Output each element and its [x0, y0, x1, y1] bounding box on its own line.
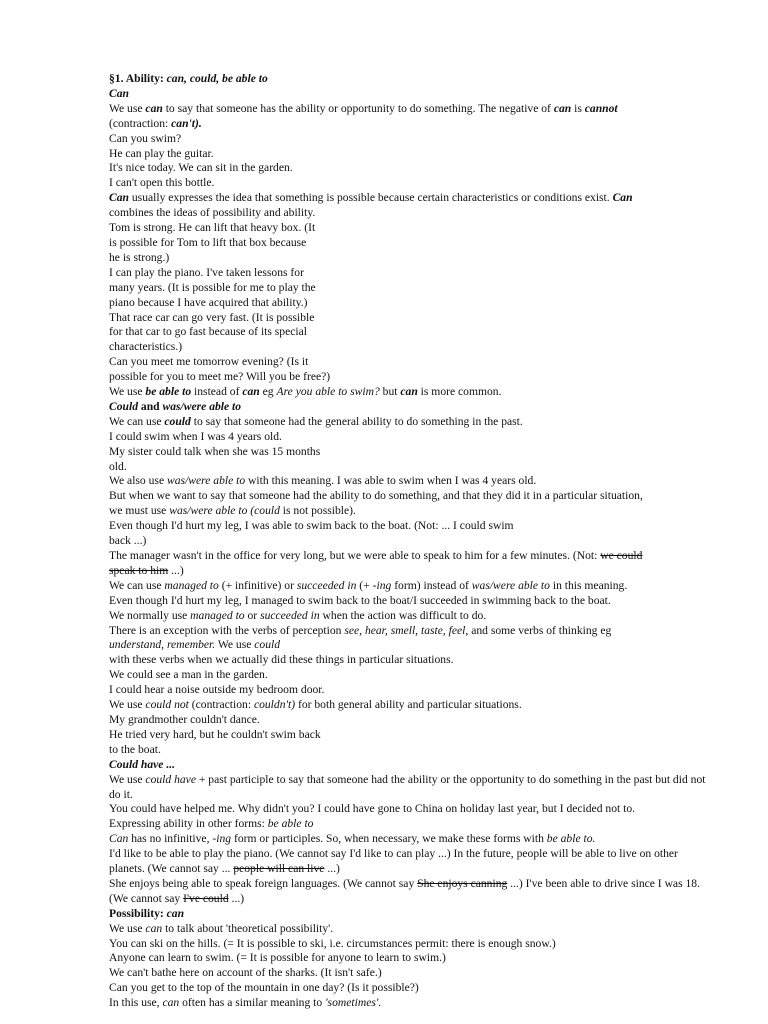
text-segment: be able to [145, 385, 192, 399]
text-segment: I could swim when I was 4 years old. [109, 429, 282, 443]
text-segment: We can use [109, 414, 165, 428]
text-segment: and some verbs of thinking eg [468, 623, 612, 637]
text-segment: be able to. [546, 832, 596, 846]
text-line [109, 802, 715, 817]
text-segment: We use [109, 772, 146, 786]
struck-text: we could [600, 549, 643, 562]
text-segment: to talk about 'theoretical possibility'. [162, 921, 334, 935]
text-line [109, 147, 715, 162]
text-segment: was/were able to [471, 578, 550, 592]
text-line [109, 951, 715, 966]
text-line [109, 117, 715, 132]
text-line [109, 87, 715, 102]
text-segment: understand, remember. [109, 638, 216, 652]
text-segment: can, could, be able to [166, 72, 268, 85]
text-segment: possible for you to meet me? Will you be free?) [109, 370, 331, 384]
text-segment: can [145, 101, 163, 115]
text-line [109, 534, 715, 549]
text-segment: He can play the guitar. [109, 146, 214, 160]
text-segment: I can't open this bottle. [109, 176, 215, 190]
text-segment: I can play the piano. I've taken lessons for [109, 265, 304, 279]
text-line [109, 653, 715, 668]
text-line [109, 489, 715, 504]
text-segment: usually expresses the idea that something is possible because certain characteristics or conditions exist. [128, 191, 613, 205]
text-segment: he is strong.) [109, 250, 170, 264]
text-line [109, 474, 715, 489]
text-line [109, 340, 715, 355]
text-segment: was/were able to (could [169, 504, 280, 518]
text-segment: be able to [267, 817, 314, 831]
text-line [109, 937, 715, 952]
text-line [109, 415, 715, 430]
text-segment: You can ski on the hills. (= It is possible to ski, i.e. circumstances permit: there is enough snow.) [109, 936, 556, 950]
text-segment: That race car can go very fast. (It is possible [109, 310, 315, 324]
text-line [109, 609, 715, 624]
text-segment: for that car to go fast because of its special [109, 325, 307, 339]
text-segment: We can't bathe here on account of the sharks. (It isn't safe.) [109, 966, 382, 980]
text-segment: to say that someone has the ability or opportunity to do something. The negative of [162, 101, 554, 115]
text-line [109, 668, 715, 683]
text-segment: succeeded in [260, 608, 320, 622]
text-segment: could not [145, 698, 189, 712]
text-segment: It's nice today. We can sit in the garden. [109, 161, 293, 175]
text-segment: is not possible). [279, 504, 356, 518]
text-segment: Can [109, 191, 129, 205]
text-segment: many years. (It is possible for me to play the [109, 280, 316, 294]
text-line [109, 176, 715, 191]
text-segment: when the action was difficult to do. [319, 608, 487, 622]
text-segment: see, hear, smell, taste, feel, [344, 623, 469, 637]
text-line [109, 832, 715, 847]
text-line [109, 355, 715, 370]
text-segment: We use [109, 698, 146, 712]
text-segment: instead of [191, 385, 243, 399]
text-segment: ...) [168, 563, 184, 577]
text-segment: can [553, 101, 572, 115]
text-line [109, 683, 715, 698]
text-segment: I could hear a noise outside my bedroom door. [109, 683, 325, 697]
text-line [109, 996, 715, 1011]
text-line [109, 266, 715, 281]
text-segment: could have [145, 772, 196, 786]
text-line [109, 460, 715, 475]
text-line [109, 132, 715, 147]
text-segment: Are you able to swim? [276, 385, 380, 399]
text-line [109, 966, 715, 981]
text-segment: was/were able to [167, 474, 246, 488]
text-segment: ...) I've been able to drive since I was 18. (We cannot say [109, 876, 700, 905]
text-segment: (contraction: [188, 698, 254, 712]
text-segment: (+ infinitive) or [218, 578, 297, 592]
text-segment: Could have ... [109, 757, 176, 771]
text-segment: + past participle to say that someone had the ability or the opportunity to do something in the past but did not do it. [109, 772, 706, 801]
text-segment: Can you get to the top of the mountain in one day? (Is it possible?) [109, 981, 419, 995]
text-segment: Expressing ability in other forms: [109, 817, 268, 831]
text-segment: for both general ability and particular situations. [295, 698, 522, 712]
text-line [109, 728, 715, 743]
text-line [109, 847, 715, 877]
text-segment: Even though I'd hurt my leg, I was able to swim back to the boat. (Not: ... I could swim [109, 519, 514, 533]
text-segment: Can [612, 191, 633, 205]
text-line [109, 445, 715, 460]
text-line [109, 504, 715, 519]
text-segment: is more common. [417, 385, 502, 399]
text-segment: 'sometimes'. [325, 996, 382, 1010]
text-segment: -ing [372, 578, 392, 592]
text-line [109, 430, 715, 445]
text-segment: or [244, 608, 261, 622]
text-segment: Can [109, 86, 129, 100]
text-line [109, 325, 715, 340]
text-segment: -ing [212, 832, 232, 846]
text-segment: We could see a man in the garden. [109, 668, 268, 682]
text-line [109, 922, 715, 937]
text-line [109, 311, 715, 326]
text-line [109, 594, 715, 609]
text-segment: Can [109, 832, 129, 846]
text-segment: back ...) [109, 534, 147, 548]
text-segment: ...) [324, 862, 340, 876]
text-line [109, 72, 715, 87]
text-line [109, 385, 715, 400]
text-segment: can [400, 385, 418, 399]
text-segment: She enjoys being able to speak foreign languages. (We cannot say [109, 876, 418, 890]
text-segment: piano because I have acquired that ability.) [109, 295, 308, 309]
text-line [109, 191, 715, 206]
text-segment: in this meaning. [549, 578, 628, 592]
text-segment: He tried very hard, but he couldn't swim back [109, 727, 321, 741]
text-line [109, 400, 715, 415]
text-segment: Can you meet me tomorrow evening? (Is it [109, 355, 309, 369]
text-line [109, 638, 715, 653]
text-line [109, 698, 715, 713]
text-segment: was/were able to [162, 399, 242, 413]
text-line [109, 102, 715, 117]
text-line [109, 161, 715, 176]
text-segment: In this use, [109, 996, 163, 1010]
text-segment: can [145, 921, 163, 935]
text-segment: eg [259, 385, 277, 399]
text-segment: Can you swim? [109, 131, 182, 145]
text-segment: Could [109, 399, 138, 413]
text-segment: My sister could talk when she was 15 months [109, 444, 321, 458]
text-segment: could [164, 414, 191, 428]
text-line [109, 296, 715, 311]
text-segment: I'd like to be able to play the piano. (We cannot say I'd like to can play ...) In the future, people will be able to live on other planets. (We cannot say ... [109, 847, 678, 876]
text-segment: to the boat. [109, 742, 161, 756]
text-segment: You could have helped me. Why didn't you? I could have gone to China on holiday last year, but I decided not to. [109, 802, 636, 816]
text-segment: can [242, 385, 260, 399]
text-line [109, 743, 715, 758]
text-segment: form or participles. So, when necessary, we make these forms with [231, 832, 547, 846]
text-segment: We can use [109, 578, 165, 592]
text-line [109, 564, 715, 579]
text-segment: We use [109, 921, 146, 935]
text-segment: but [379, 385, 401, 399]
text-segment: managed to [190, 608, 245, 622]
text-segment: My grandmother couldn't dance. [109, 712, 260, 726]
text-line [109, 579, 715, 594]
text-segment: (contraction: [109, 116, 172, 130]
struck-text: speak to him [109, 563, 169, 577]
text-line [109, 549, 715, 564]
text-segment: can [162, 996, 180, 1010]
text-segment: with this meaning. I was able to swim when I was 4 years old. [245, 474, 537, 488]
text-line [109, 221, 715, 236]
struck-text: people will can live [233, 862, 325, 876]
text-segment: The manager wasn't in the office for very long, but we were able to speak to him for a few minutes. (Not: [109, 549, 601, 562]
document-body [109, 72, 715, 1011]
text-segment: with these verbs when we actually did these things in particular situations. [109, 653, 454, 667]
text-segment: couldn't) [253, 698, 296, 712]
text-segment: We use [109, 385, 146, 399]
text-line [109, 773, 715, 803]
text-segment: §1. Ability: [109, 72, 167, 85]
text-line [109, 877, 715, 907]
text-line [109, 236, 715, 251]
text-line [109, 370, 715, 385]
text-segment: to say that someone had the general ability to do something in the past. [190, 414, 523, 428]
text-segment: we must use [109, 504, 170, 518]
text-line [109, 907, 715, 922]
text-segment: We use [215, 638, 255, 652]
text-segment: ...) [228, 891, 245, 905]
text-segment: form) instead of [391, 578, 472, 592]
text-line [109, 713, 715, 728]
text-line [109, 981, 715, 996]
text-segment: can't). [171, 116, 202, 130]
text-segment: cannot [584, 101, 618, 115]
text-segment: could [254, 638, 281, 652]
text-line [109, 624, 715, 639]
text-segment: Anyone can learn to swim. (= It is possible for anyone to learn to swim.) [109, 951, 446, 965]
text-segment: (+ [356, 578, 373, 592]
text-segment: is [571, 101, 585, 115]
text-line [109, 519, 715, 534]
text-segment: and [138, 399, 163, 413]
struck-text: She enjoys canning [417, 876, 508, 890]
text-segment: often has a similar meaning to [179, 996, 326, 1010]
text-line [109, 251, 715, 266]
text-segment: There is an exception with the verbs of perception [109, 623, 345, 637]
text-segment: characteristics.) [109, 340, 183, 354]
text-segment: combines the ideas of possibility and ability. [109, 206, 316, 220]
text-segment: can [166, 906, 185, 920]
struck-text: I've could [183, 891, 229, 905]
text-segment: We use [109, 101, 146, 115]
text-segment: old. [109, 459, 127, 473]
text-segment: But when we want to say that someone had the ability to do something, and that they did it in a particular situation, [109, 489, 643, 503]
text-line [109, 758, 715, 773]
text-segment: is possible for Tom to lift that box because [109, 235, 307, 249]
text-line [109, 206, 715, 221]
text-segment: Even though I'd hurt my leg, I managed to swim back to the boat/I succeeded in swimming back to the boat. [109, 593, 611, 607]
text-segment: managed to [164, 578, 219, 592]
text-segment: We also use [109, 474, 167, 488]
text-segment: Tom is strong. He can lift that heavy box. (It [109, 221, 316, 235]
text-line [109, 281, 715, 296]
text-segment: has no infinitive, [128, 832, 213, 846]
text-segment: Possibility: [109, 906, 167, 920]
text-segment: succeeded in [296, 578, 357, 592]
text-segment: We normally use [109, 608, 191, 622]
text-line [109, 817, 715, 832]
